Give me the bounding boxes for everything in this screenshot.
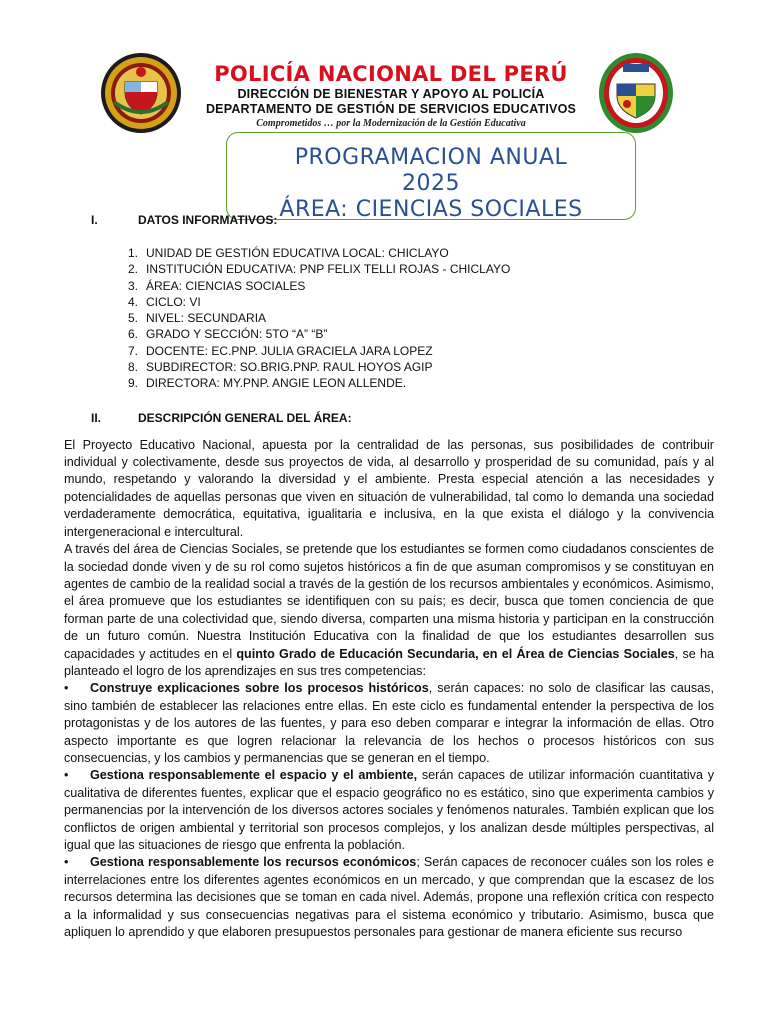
competency-2: • Gestiona responsablemente el espacio y el ambiente, serán capaces de utilizar información cuantitativa y cualitativa de diferentes fuentes, explicar que el espacio geográfico no es estático, sino que experimenta cambios y permanencias por la intervención de los diversos actores sociales y fenómenos naturales. También explican que los conflictos de origen ambiental y territorial son procesos complejos, y los analizan desde múltiples perspectivas, al igual que las situaciones de riesgo que enfrenta la población. <box>64 768 714 853</box>
section-1-heading <box>64 212 714 228</box>
competency-2-title: Gestiona responsablemente el espacio y el ambiente, <box>90 768 418 783</box>
bullet: • <box>64 855 69 870</box>
paragraph-area: A través del área de Ciencias Sociales, se pretende que los estudiantes se formen como ciudadanos conscientes de la sociedad donde viven y de su rol como sujetos históricos a fin de que asuman compromisos y se constituyan en agentes de cambio de la realidad social a través de la gestión de los recursos ambientales y económicos. Asimismo, el área promueve que los estudiantes se identifiquen con su país; es decir, busca que tomen conciencia de que forman parte de una colectividad que, siendo diversa, comparten una misma historia y participan en la construcción de un futuro común. Nuestra Institución Educativa con la finalidad de que los estudiantes desarrollen sus capacidades y actitudes en el quinto Grado de Educación Secundaria, en el Área de Ciencias Sociales, se ha planteado el logro de los aprendizajes en sus tres competencias: <box>64 542 714 678</box>
header-line-1: POLICÍA NACIONAL DEL PERÚ <box>214 62 568 86</box>
grade-emphasis: quinto Grado de Educación Secundaria, en el Área de Ciencias Sociales <box>236 646 675 661</box>
school-seal-right-icon <box>597 52 675 134</box>
info-list <box>64 245 714 392</box>
paragraph-intro: El Proyecto Educativo Nacional, apuesta por la centralidad de las personas, sus posibilidades de contribuir individual y colectivamente, desde sus proyectos de vida, al desarrollo y prosperidad de su comunidad, país y al mundo, respetando y valorando la diversidad y el ambiente. Presta especial atención a las necesidades y potencialidades de aquellas personas que viven en situación de vulnerabilidad, tal como lo demanda una sociedad verdaderamente democrática, equitativa, igualitaria e inclusiva, en la que exista el diálogo y la convivencia intergeneracional e intercultural. <box>64 437 714 539</box>
competency-1-title: Construye explicaciones sobre los procesos históricos <box>90 681 429 696</box>
section-2-number: II. <box>91 410 102 425</box>
bullet: • <box>64 768 69 783</box>
section-2-heading <box>64 410 714 426</box>
section-2-title: DESCRIPCIÓN GENERAL DEL ÁREA: <box>138 410 352 425</box>
list-item: 1. UNIDAD DE GESTIÓN EDUCATIVA LOCAL: CHICLAYO <box>127 246 449 260</box>
section-1-number: I. <box>91 213 98 227</box>
list-item: 4. CICLO: VI <box>127 294 201 309</box>
header-motto: Comprometidos … por la Modernización de la Gestión Educativa <box>256 118 526 129</box>
competency-3-title: Gestiona responsablemente los recursos económicos <box>90 855 417 870</box>
title-box <box>226 132 636 220</box>
list-item: 6. GRADO Y SECCIÓN: 5TO “A” “B” <box>127 327 328 342</box>
document-body <box>64 212 714 941</box>
competency-1: • Construye explicaciones sobre los procesos históricos, serán capaces: no solo de clasificar las causas, sino también de establecer las relaciones entre ellas. En este ciclo es fundamental entender la perspectiva de los protagonistas y de los autores de las fuentes, y para eso deben comparar e integrar la información de ellas. Otro aspecto importante es que logren relacionar la relevancia de los hechos o procesos históricos con sus consecuencias, y los cambios y permanencias que se generan en el tiempo. <box>64 681 714 765</box>
header-line-2: DIRECCIÓN DE BIENESTAR Y APOYO AL POLICÍA <box>237 87 545 101</box>
title-year: 2025 <box>402 171 460 196</box>
list-item: 3. ÁREA: CIENCIAS SOCIALES <box>127 278 306 293</box>
bullet: • <box>64 681 69 696</box>
header-line-3: DEPARTAMENTO DE GESTIÓN DE SERVICIOS EDUCATIVOS <box>205 102 577 116</box>
document-header <box>0 0 768 140</box>
list-item: 2. INSTITUCIÓN EDUCATIVA: PNP FELIX TELLI ROJAS - CHICLAYO <box>127 262 511 277</box>
competency-3: • Gestiona responsablemente los recursos económicos; Serán capaces de reconocer cuáles son los roles e interrelaciones entre los diferentes agentes económicos en un mercado, y que comprendan que la escasez de los recursos determina las decisiones que se toman en cada nivel. Además, propone una reflexión crítica con respecto a la informalidad y sus consecuencias negativas para el sistema económico y tributario. Asimismo, busca que apliquen lo aprendido y que elaboren presupuestos personales para gestionar de manera eficiente sus recurso <box>64 855 714 940</box>
list-item: 8. SUBDIRECTOR: SO.BRIG.PNP. RAUL HOYOS AGIP <box>127 360 433 375</box>
section-1-title: DATOS INFORMATIVOS: <box>138 213 278 227</box>
title-area: ÁREA: CIENCIAS SOCIALES <box>279 197 583 220</box>
list-item: 9. DIRECTORA: MY.PNP. ANGIE LEON ALLENDE. <box>127 376 407 391</box>
police-seal-left-icon <box>100 52 182 134</box>
list-item: 5. NIVEL: SECUNDARIA <box>127 311 267 326</box>
title-line-1: PROGRAMACION ANUAL <box>294 145 568 170</box>
institution-titles <box>186 62 596 131</box>
list-item: 7. DOCENTE: EC.PNP. JULIA GRACIELA JARA LOPEZ <box>127 343 433 358</box>
